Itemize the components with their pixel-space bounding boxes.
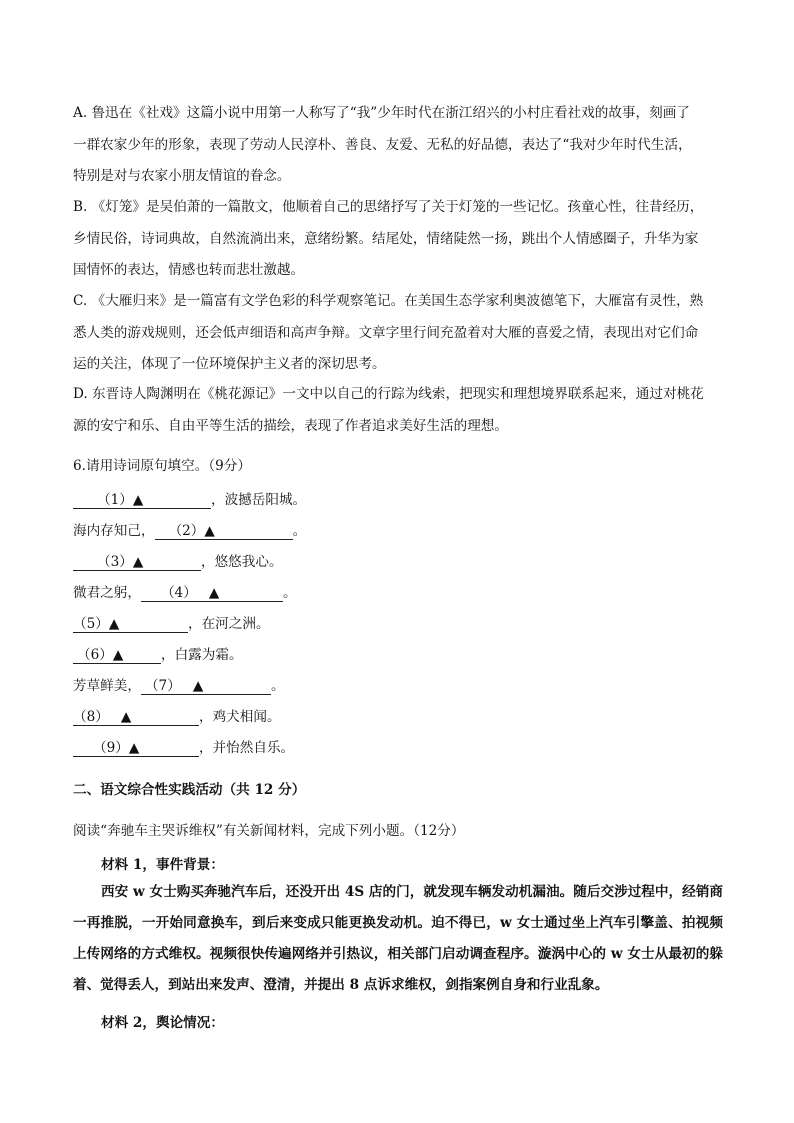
blank-number: （3） <box>97 554 133 570</box>
fill-item-5 <box>73 614 270 634</box>
fill-suffix: 。 <box>270 678 285 694</box>
option-c <box>73 286 733 381</box>
fill-blank-2[interactable] <box>155 523 293 540</box>
blank-number: （7） <box>144 678 181 694</box>
fill-suffix: 。 <box>292 523 307 539</box>
blank-number: （1） <box>97 492 133 508</box>
fill-suffix: ，白露为霜。 <box>161 647 243 663</box>
triangle-icon: ▲ <box>128 740 140 756</box>
triangle-icon: ▲ <box>208 585 220 601</box>
fill-blank-8[interactable] <box>73 709 199 726</box>
fill-blank-5[interactable] <box>73 616 188 633</box>
option-b <box>73 192 733 287</box>
triangle-icon: ▲ <box>112 647 124 663</box>
option-a-line: 一群农家少年的形象，表现了劳动人民淳朴、善良、友爱、无私的好品德，表达了“我对少年时代生活， <box>73 136 692 153</box>
fill-suffix: ，波撼岳阳城。 <box>211 492 307 508</box>
fill-prefix: 芳草鲜美， <box>73 678 141 694</box>
fill-item-4 <box>73 583 297 603</box>
option-b-line: 乡情民俗，诗词典故，自然流淌出来，意绪纷繁。结尾处，情绪陡然一扬，跳出个人情感圈子，升华为家 <box>73 230 699 247</box>
blank-number: （5） <box>73 616 109 632</box>
fill-blank-6[interactable] <box>73 647 161 664</box>
triangle-icon: ▲ <box>132 492 144 508</box>
fill-suffix: ，鸡犬相闻。 <box>199 709 281 725</box>
fill-item-3 <box>73 552 283 572</box>
fill-blank-7[interactable] <box>141 678 271 695</box>
option-a-line: 特别是对与农家小朋友情谊的眷念。 <box>73 168 291 184</box>
material-1-title: 材料 1，事件背景： <box>101 857 224 873</box>
option-a <box>73 98 733 193</box>
fill-prefix: 海内存知己， <box>73 523 155 539</box>
fill-blank-3[interactable] <box>73 554 201 571</box>
fill-item-6 <box>73 645 243 665</box>
option-c-line: 悉人类的游戏规则，还会低声细语和高声争辩。文章字里行间充盈着对大雁的喜爱之情，表现出对它们命 <box>73 324 699 341</box>
triangle-icon: ▲ <box>120 709 132 725</box>
option-b-line: B. 《灯笼》是吴伯萧的一篇散文，他顺着自己的思绪抒写了关于灯笼的一些记忆。孩童心性，往昔经历， <box>73 199 704 215</box>
blank-number: （4） <box>160 585 197 601</box>
fill-item-9 <box>73 738 294 758</box>
blank-number: （8） <box>73 709 109 725</box>
option-d <box>73 379 733 442</box>
fill-item-8 <box>73 707 281 727</box>
option-b-line: 国情怀的表达，情感也转而悲壮激越。 <box>73 262 305 278</box>
fill-suffix: 。 <box>282 585 297 601</box>
fill-suffix: ，悠悠我心。 <box>201 554 283 570</box>
fill-suffix: ，在河之洲。 <box>188 616 270 632</box>
triangle-icon: ▲ <box>192 678 204 694</box>
option-d-line: 源的安宁和乐、自由平等生活的描绘，表现了作者追求美好生活的理想。 <box>73 417 508 434</box>
material-1-body: 西安 w 女士购买奔驰汽车后，还没开出 4S 店的门，就发现车辆发动机漏油。随后交涉过程中，经销商一再推脱，一开始同意换车，到后来变成只能更换发动机。迫不得已，w 女士通过坐上汽车引擎盖、拍视频上传网络的方式维权。视频很快传遍网络并引热议，相关部门启动调查程序。漩涡中心的 w 女士从最初的躲着、觉得丢人，到站出来发声、澄清，并提出 8 点诉求维权，剑指案例自身和行业乱象。 <box>73 884 723 993</box>
option-a-line: A. 鲁迅在《社戏》这篇小说中用第一人称写了“我”少年时代在浙江绍兴的小村庄看社戏的故事，刻画了 <box>73 105 690 121</box>
option-d-line: D. 东晋诗人陶渊明在《桃花源记》一文中以自己的行踪为线索，把现实和理想境界联系起来，通过对桃花 <box>73 386 704 402</box>
fill-blank-9[interactable] <box>73 740 199 757</box>
fill-item-2 <box>73 521 306 541</box>
option-c-line: 运的关注，体现了一位环境保护主义者的深切思考。 <box>73 356 386 372</box>
triangle-icon: ▲ <box>204 523 215 539</box>
blank-number: （6） <box>77 647 113 663</box>
fill-prefix: 微君之躬， <box>73 585 141 601</box>
triangle-icon: ▲ <box>108 616 120 632</box>
section-2-title: 二、语文综合性实践活动（共 12 分） <box>73 782 306 798</box>
fill-suffix: ，并怡然自乐。 <box>199 740 295 756</box>
fill-blank-1[interactable] <box>73 492 211 509</box>
fill-blank-4[interactable] <box>141 585 283 602</box>
blank-number: （9） <box>93 740 129 756</box>
fill-item-1 <box>73 490 306 510</box>
question-6-title: 6.请用诗词原句填空。（9分） <box>73 458 251 474</box>
blank-number: （2） <box>168 523 205 539</box>
material-2-title: 材料 2，舆论情况： <box>101 1015 224 1031</box>
section-2-intro: 阅读“奔驰车主哭诉维权”有关新闻材料，完成下列小题。（12分） <box>73 823 465 839</box>
triangle-icon: ▲ <box>132 554 144 570</box>
fill-item-7 <box>73 676 285 696</box>
option-c-line: C. 《大雁归来》是一篇富有文学色彩的科学观察笔记。在美国生态学家利奥波德笔下，大雁富有灵性，熟 <box>73 293 704 309</box>
